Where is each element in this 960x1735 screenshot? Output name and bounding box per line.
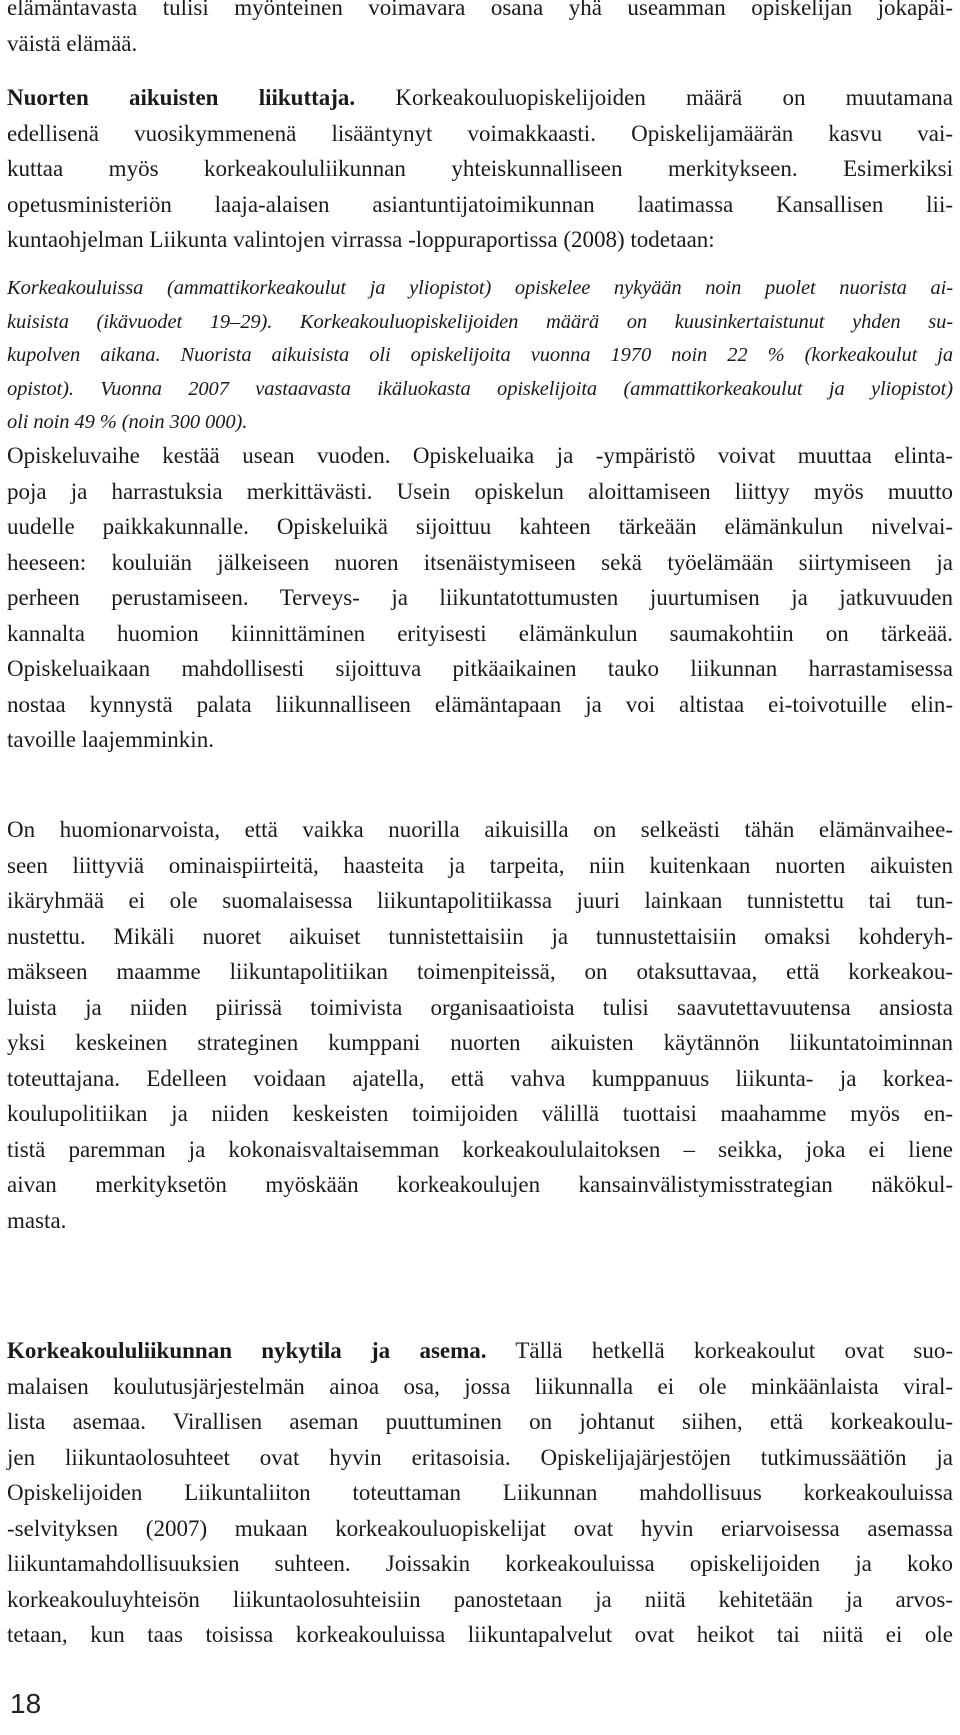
text-line: liikuntamahdollisuuksien suhteen. Joissakin korkeakouluissa opiskelijoiden ja koko bbox=[7, 1551, 953, 1576]
text-line: kuttaa myös korkeakoululiikunnan yhteiskunnalliseen merkitykseen. Esimerkiksi bbox=[7, 156, 953, 181]
text-line: -selvityksen (2007) mukaan korkeakouluopiskelijat ovat hyvin eriarvoisessa asemassa bbox=[7, 1515, 953, 1541]
quote-line: kupolven aikana. Nuorista aikuisista oli opiskelijoita vuonna 1970 noin 22 % (korkeakoulut ja bbox=[7, 344, 953, 366]
text-line bbox=[7, 80, 953, 116]
text-line: nustettu. Mikäli nuoret aikuiset tunnistettaisiin ja tunnustettaisiin omaksi kohderyh- bbox=[7, 923, 953, 949]
text-line: masta. bbox=[7, 1207, 67, 1233]
text-line: Opiskeluaikaan mahdollisesti sijoittuva pitkäaikainen tauko liikunnan harrastamisessa bbox=[7, 656, 953, 681]
paragraph-young-adults bbox=[7, 80, 953, 258]
text-line: uudelle paikkakunnalle. Opiskeluikä sijoittuu kahteen tärkeään elämänkulun nivelvai- bbox=[7, 514, 953, 539]
text-line: edellisenä vuosikymmenenä lisääntynyt voimakkaasti. Opiskelijamäärän kasvu vai- bbox=[7, 120, 953, 146]
text-line: kannalta huomion kiinnittäminen erityisesti elämänkulun saumakohtiin on tärkeää. bbox=[7, 620, 953, 646]
text-line: kuntaohjelman Liikunta valintojen virrassa -loppuraportissa (2008) todetaan: bbox=[7, 227, 715, 252]
text-line: On huomionarvoista, että vaikka nuorilla aikuisilla on selkeästi tähän elämänvaihee- bbox=[7, 817, 953, 842]
text-line: luista ja niiden piirissä toimivista organisaatioista tulisi saavutettavuutensa ansiosta bbox=[7, 994, 953, 1020]
quote-line: opistot). Vuonna 2007 vastaavasta ikäluokasta opiskelijoita (ammattikorkeakoulut ja yliopistot) bbox=[7, 377, 953, 400]
text-line: mäkseen maamme liikuntapolitiikan toimenpiteissä, on otaksuttavaa, että korkeakou- bbox=[7, 959, 953, 984]
text-line: korkeakouluyhteisön liikuntaolosuhteisiin panostetaan ja niitä kehitetään ja arvos- bbox=[7, 1586, 953, 1612]
text-line: ikäryhmää ei ole suomalaisessa liikuntapolitiikassa juuri lainkaan tunnistettu tai tun- bbox=[7, 888, 953, 913]
text-line: opetusministeriön laaja-alaisen asiantuntijatoimikunnan laatimassa Kansallisen lii- bbox=[7, 191, 953, 217]
text-line: Opiskelijoiden Liikuntaliiton toteuttaman Liikunnan mahdollisuus korkeakouluissa bbox=[7, 1480, 953, 1505]
block-quote bbox=[7, 272, 953, 440]
section-lead-heading: Korkeakoululiikunnan nykytila ja asema. bbox=[7, 1338, 487, 1363]
quote-line: oli noin 49 % (noin 300 000). bbox=[7, 411, 248, 433]
text-line: jen liikuntaolosuhteet ovat hyvin eritasoisia. Opiskelijajärjestöjen tutkimussäätiön ja bbox=[7, 1444, 953, 1470]
text-line: aivan merkityksetön myöskään korkeakoulujen kansainvälistymisstrategian näkökul- bbox=[7, 1172, 953, 1197]
text-line: tistä paremman ja kokonaisvaltaisemman korkeakoululaitoksen – seikka, joka ei liene bbox=[7, 1136, 953, 1162]
text-line: heeseen: kouluiän jälkeiseen nuoren itsenäistymiseen sekä työelämään siirtymiseen ja bbox=[7, 549, 953, 575]
text-line: elämäntavasta tulisi myönteinen voimavara osana yhä useamman opiskelijan jokapäi- bbox=[7, 0, 953, 20]
paragraph-intro-end bbox=[7, 0, 953, 61]
text-line: väistä elämää. bbox=[7, 30, 138, 56]
paragraph-noteworthy bbox=[7, 812, 953, 1238]
text-line: Opiskeluvaihe kestää usean vuoden. Opiskeluaika ja -ympäristö voivat muuttaa elinta- bbox=[7, 443, 953, 468]
quote-line: Korkeakouluissa (ammattikorkeakoulut ja yliopistot) opiskelee nykyään noin puolet nuorista ai- bbox=[7, 277, 953, 299]
paragraph-study-phase bbox=[7, 438, 953, 758]
text-line: nostaa kynnystä palata liikunnalliseen elämäntapaan ja voi altistaa ei-toivotuille elin- bbox=[7, 691, 953, 717]
quote-line: kuisista (ikävuodet 19–29). Korkeakouluopiskelijoiden määrä on kuusinkertaistunut yhden su- bbox=[7, 310, 953, 333]
text-line: toteuttajana. Edelleen voidaan ajatella, että vahva kumppanuus liikunta- ja korkea- bbox=[7, 1065, 953, 1091]
text-line: koulupolitiikan ja niiden keskeisten toimijoiden välillä tuottaisi maahamme myös en- bbox=[7, 1101, 953, 1126]
section-lead-heading: Nuorten aikuisten liikuttaja. bbox=[7, 85, 356, 110]
text-line: perheen perustamiseen. Terveys- ja liikuntatottumusten juurtumisen ja jatkuvuuden bbox=[7, 585, 953, 610]
text-line: seen liittyviä ominaispiirteitä, haasteita ja tarpeita, niin kuitenkaan nuorten aikuisten bbox=[7, 852, 953, 878]
text-fragment: Tällä hetkellä korkeakoulut ovat suo- bbox=[486, 1338, 953, 1363]
text-line: lista asemaa. Virallisen aseman puuttuminen on johtanut siihen, että korkeakoulu- bbox=[7, 1409, 953, 1434]
paragraph-current-state bbox=[7, 1333, 953, 1653]
text-line: malaisen koulutusjärjestelmän ainoa osa, jossa liikunnalla ei ole minkäänlaista viral- bbox=[7, 1373, 953, 1399]
text-line bbox=[7, 1333, 953, 1369]
text-line: yksi keskeinen strateginen kumppani nuorten aikuisten käytännön liikuntatoiminnan bbox=[7, 1030, 953, 1055]
text-line: tetaan, kun taas toisissa korkeakouluissa liikuntapalvelut ovat heikot tai niitä ei ole bbox=[7, 1622, 953, 1647]
text-line: poja ja harrastuksia merkittävästi. Usein opiskelun aloittamiseen liittyy myös muutto bbox=[7, 478, 953, 504]
text-fragment: Korkeakouluopiskelijoiden määrä on muutamana bbox=[355, 85, 953, 110]
page-number: 18 bbox=[10, 1688, 42, 1719]
text-line: tavoille laajemminkin. bbox=[7, 727, 214, 752]
